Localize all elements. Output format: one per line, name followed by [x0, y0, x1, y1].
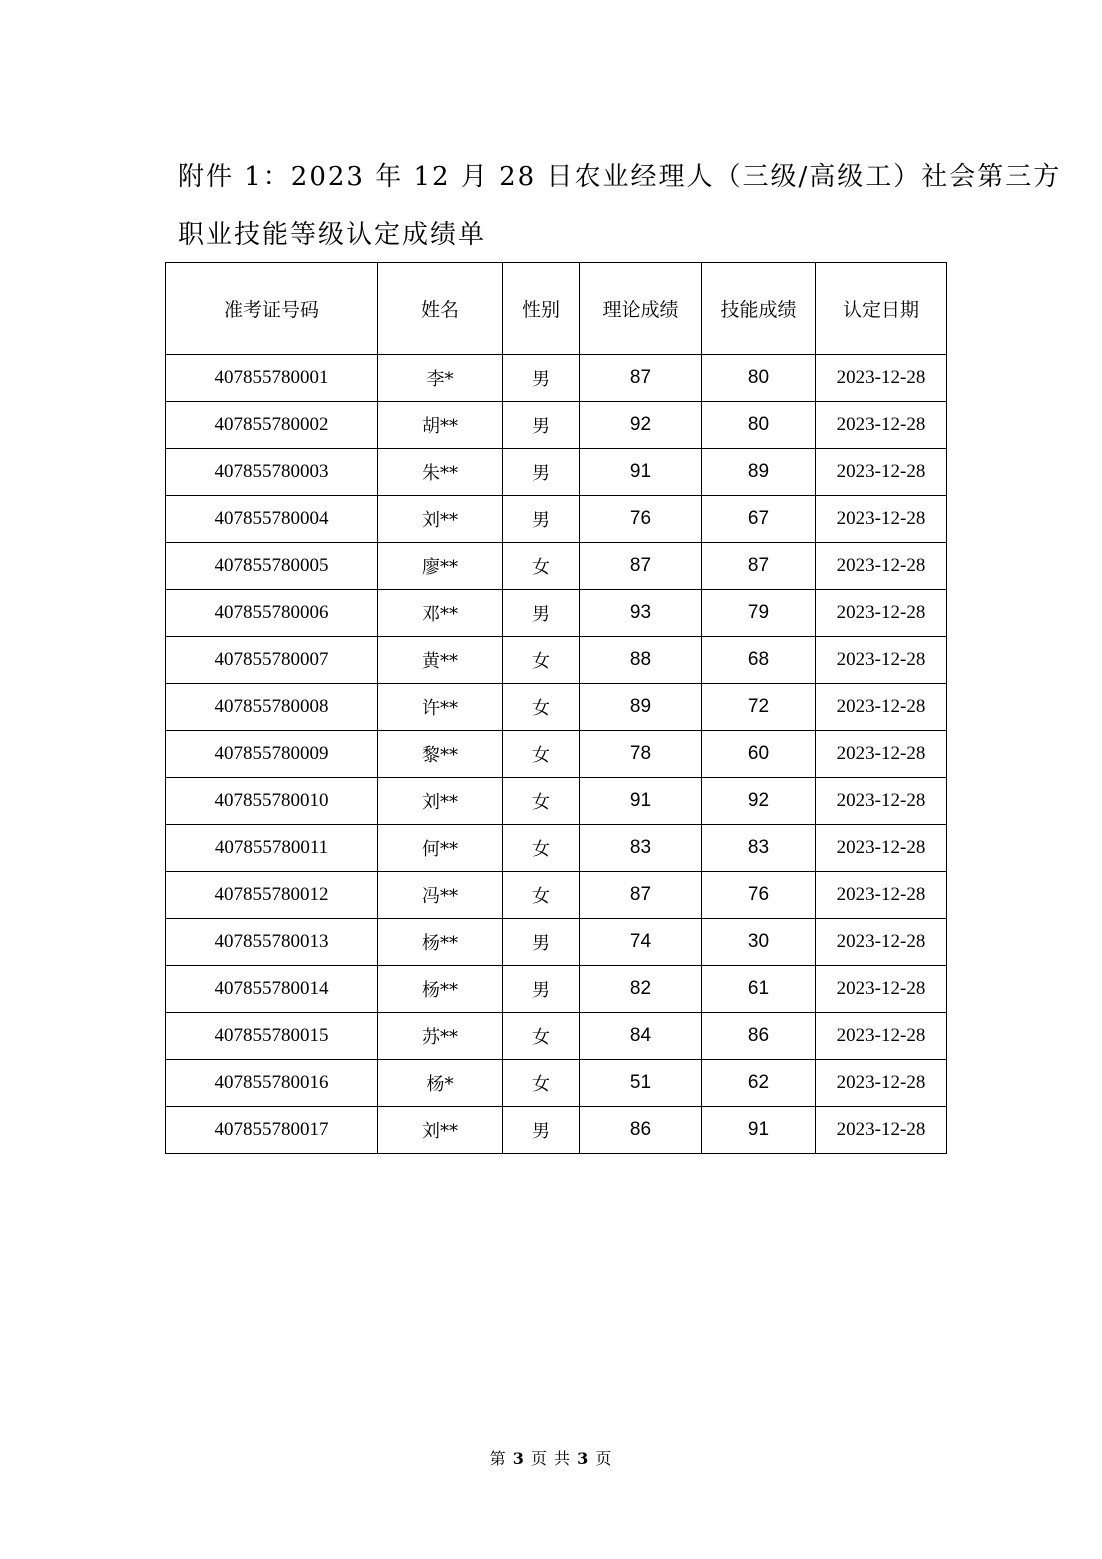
- cell-theory-score: 82: [580, 966, 702, 1013]
- cell-gender: 女: [503, 872, 580, 919]
- table-row: [166, 1107, 947, 1154]
- table-body: [166, 355, 947, 1154]
- cell-skill-score: 60: [702, 731, 816, 778]
- cell-name: 何**: [378, 825, 503, 872]
- cell-certification-date: 2023-12-28: [816, 919, 947, 966]
- cell-name: 刘**: [378, 496, 503, 543]
- cell-skill-score: 80: [702, 402, 816, 449]
- cell-exam-id: 407855780010: [166, 778, 378, 825]
- header-name: 姓名: [378, 263, 503, 355]
- cell-theory-score: 92: [580, 402, 702, 449]
- cell-theory-score: 74: [580, 919, 702, 966]
- footer-prefix: 第: [489, 1449, 507, 1468]
- cell-skill-score: 89: [702, 449, 816, 496]
- table-row: [166, 731, 947, 778]
- cell-theory-score: 78: [580, 731, 702, 778]
- table-row: [166, 543, 947, 590]
- cell-exam-id: 407855780012: [166, 872, 378, 919]
- cell-exam-id: 407855780004: [166, 496, 378, 543]
- cell-exam-id: 407855780005: [166, 543, 378, 590]
- cell-theory-score: 84: [580, 1013, 702, 1060]
- cell-gender: 女: [503, 778, 580, 825]
- cell-name: 黄**: [378, 637, 503, 684]
- cell-theory-score: 88: [580, 637, 702, 684]
- table-row: [166, 590, 947, 637]
- cell-name: 黎**: [378, 731, 503, 778]
- cell-skill-score: 76: [702, 872, 816, 919]
- cell-certification-date: 2023-12-28: [816, 684, 947, 731]
- cell-gender: 男: [503, 449, 580, 496]
- cell-exam-id: 407855780002: [166, 402, 378, 449]
- cell-theory-score: 86: [580, 1107, 702, 1154]
- cell-gender: 女: [503, 1013, 580, 1060]
- cell-name: 刘**: [378, 778, 503, 825]
- cell-skill-score: 67: [702, 496, 816, 543]
- cell-certification-date: 2023-12-28: [816, 872, 947, 919]
- cell-theory-score: 87: [580, 543, 702, 590]
- cell-certification-date: 2023-12-28: [816, 449, 947, 496]
- cell-gender: 女: [503, 1060, 580, 1107]
- cell-certification-date: 2023-12-28: [816, 1060, 947, 1107]
- table-row: [166, 449, 947, 496]
- document-title-line-1: 附件 1：2023 年 12 月 28 日农业经理人（三级/高级工）社会第三方: [178, 162, 1062, 192]
- cell-certification-date: 2023-12-28: [816, 402, 947, 449]
- cell-name: 冯**: [378, 872, 503, 919]
- cell-name: 杨*: [378, 1060, 503, 1107]
- cell-certification-date: 2023-12-28: [816, 966, 947, 1013]
- table-row: [166, 637, 947, 684]
- cell-gender: 男: [503, 590, 580, 637]
- cell-name: 杨**: [378, 966, 503, 1013]
- cell-name: 杨**: [378, 919, 503, 966]
- cell-theory-score: 91: [580, 449, 702, 496]
- cell-certification-date: 2023-12-28: [816, 1013, 947, 1060]
- cell-certification-date: 2023-12-28: [816, 1107, 947, 1154]
- cell-certification-date: 2023-12-28: [816, 637, 947, 684]
- table-row: [166, 825, 947, 872]
- header-gender: 性别: [503, 263, 580, 355]
- cell-theory-score: 51: [580, 1060, 702, 1107]
- cell-theory-score: 93: [580, 590, 702, 637]
- footer-page-number: 3: [512, 1449, 525, 1468]
- footer-total-pages: 3: [577, 1449, 590, 1468]
- table-row: [166, 872, 947, 919]
- header-skill-score: 技能成绩: [702, 263, 816, 355]
- cell-name: 邓**: [378, 590, 503, 637]
- cell-certification-date: 2023-12-28: [816, 731, 947, 778]
- cell-skill-score: 91: [702, 1107, 816, 1154]
- cell-exam-id: 407855780007: [166, 637, 378, 684]
- cell-skill-score: 61: [702, 966, 816, 1013]
- cell-gender: 男: [503, 966, 580, 1013]
- cell-gender: 女: [503, 543, 580, 590]
- cell-gender: 女: [503, 825, 580, 872]
- cell-exam-id: 407855780003: [166, 449, 378, 496]
- table-header-row: [166, 263, 947, 355]
- cell-name: 许**: [378, 684, 503, 731]
- cell-name: 朱**: [378, 449, 503, 496]
- cell-skill-score: 79: [702, 590, 816, 637]
- cell-gender: 女: [503, 637, 580, 684]
- cell-gender: 男: [503, 355, 580, 402]
- cell-name: 刘**: [378, 1107, 503, 1154]
- cell-skill-score: 72: [702, 684, 816, 731]
- cell-skill-score: 92: [702, 778, 816, 825]
- cell-exam-id: 407855780013: [166, 919, 378, 966]
- cell-skill-score: 80: [702, 355, 816, 402]
- table-row: [166, 355, 947, 402]
- table-row: [166, 1060, 947, 1107]
- cell-gender: 男: [503, 1107, 580, 1154]
- cell-certification-date: 2023-12-28: [816, 590, 947, 637]
- cell-gender: 男: [503, 402, 580, 449]
- footer-suffix: 页: [595, 1449, 613, 1468]
- cell-exam-id: 407855780001: [166, 355, 378, 402]
- header-certification-date: 认定日期: [816, 263, 947, 355]
- cell-gender: 女: [503, 731, 580, 778]
- cell-theory-score: 76: [580, 496, 702, 543]
- cell-theory-score: 87: [580, 872, 702, 919]
- table-row: [166, 1013, 947, 1060]
- cell-skill-score: 62: [702, 1060, 816, 1107]
- document-title-line-2: 职业技能等级认定成绩单: [178, 220, 487, 250]
- cell-exam-id: 407855780006: [166, 590, 378, 637]
- cell-exam-id: 407855780011: [166, 825, 378, 872]
- table-row: [166, 919, 947, 966]
- cell-certification-date: 2023-12-28: [816, 778, 947, 825]
- cell-name: 李*: [378, 355, 503, 402]
- table-row: [166, 778, 947, 825]
- cell-exam-id: 407855780009: [166, 731, 378, 778]
- cell-skill-score: 86: [702, 1013, 816, 1060]
- cell-skill-score: 30: [702, 919, 816, 966]
- header-theory-score: 理论成绩: [580, 263, 702, 355]
- cell-theory-score: 83: [580, 825, 702, 872]
- cell-skill-score: 68: [702, 637, 816, 684]
- cell-theory-score: 89: [580, 684, 702, 731]
- page-footer: [0, 1446, 1102, 1469]
- table-row: [166, 402, 947, 449]
- header-exam-id: 准考证号码: [166, 263, 378, 355]
- cell-certification-date: 2023-12-28: [816, 496, 947, 543]
- cell-certification-date: 2023-12-28: [816, 543, 947, 590]
- cell-theory-score: 87: [580, 355, 702, 402]
- table-row: [166, 966, 947, 1013]
- cell-exam-id: 407855780017: [166, 1107, 378, 1154]
- cell-skill-score: 87: [702, 543, 816, 590]
- footer-middle: 页 共: [530, 1449, 572, 1468]
- cell-certification-date: 2023-12-28: [816, 355, 947, 402]
- cell-exam-id: 407855780016: [166, 1060, 378, 1107]
- score-table: [165, 262, 947, 1154]
- cell-gender: 男: [503, 919, 580, 966]
- cell-skill-score: 83: [702, 825, 816, 872]
- cell-name: 廖**: [378, 543, 503, 590]
- cell-exam-id: 407855780008: [166, 684, 378, 731]
- cell-exam-id: 407855780015: [166, 1013, 378, 1060]
- cell-exam-id: 407855780014: [166, 966, 378, 1013]
- cell-certification-date: 2023-12-28: [816, 825, 947, 872]
- cell-name: 苏**: [378, 1013, 503, 1060]
- table-row: [166, 684, 947, 731]
- cell-name: 胡**: [378, 402, 503, 449]
- cell-gender: 男: [503, 496, 580, 543]
- cell-gender: 女: [503, 684, 580, 731]
- table-row: [166, 496, 947, 543]
- cell-theory-score: 91: [580, 778, 702, 825]
